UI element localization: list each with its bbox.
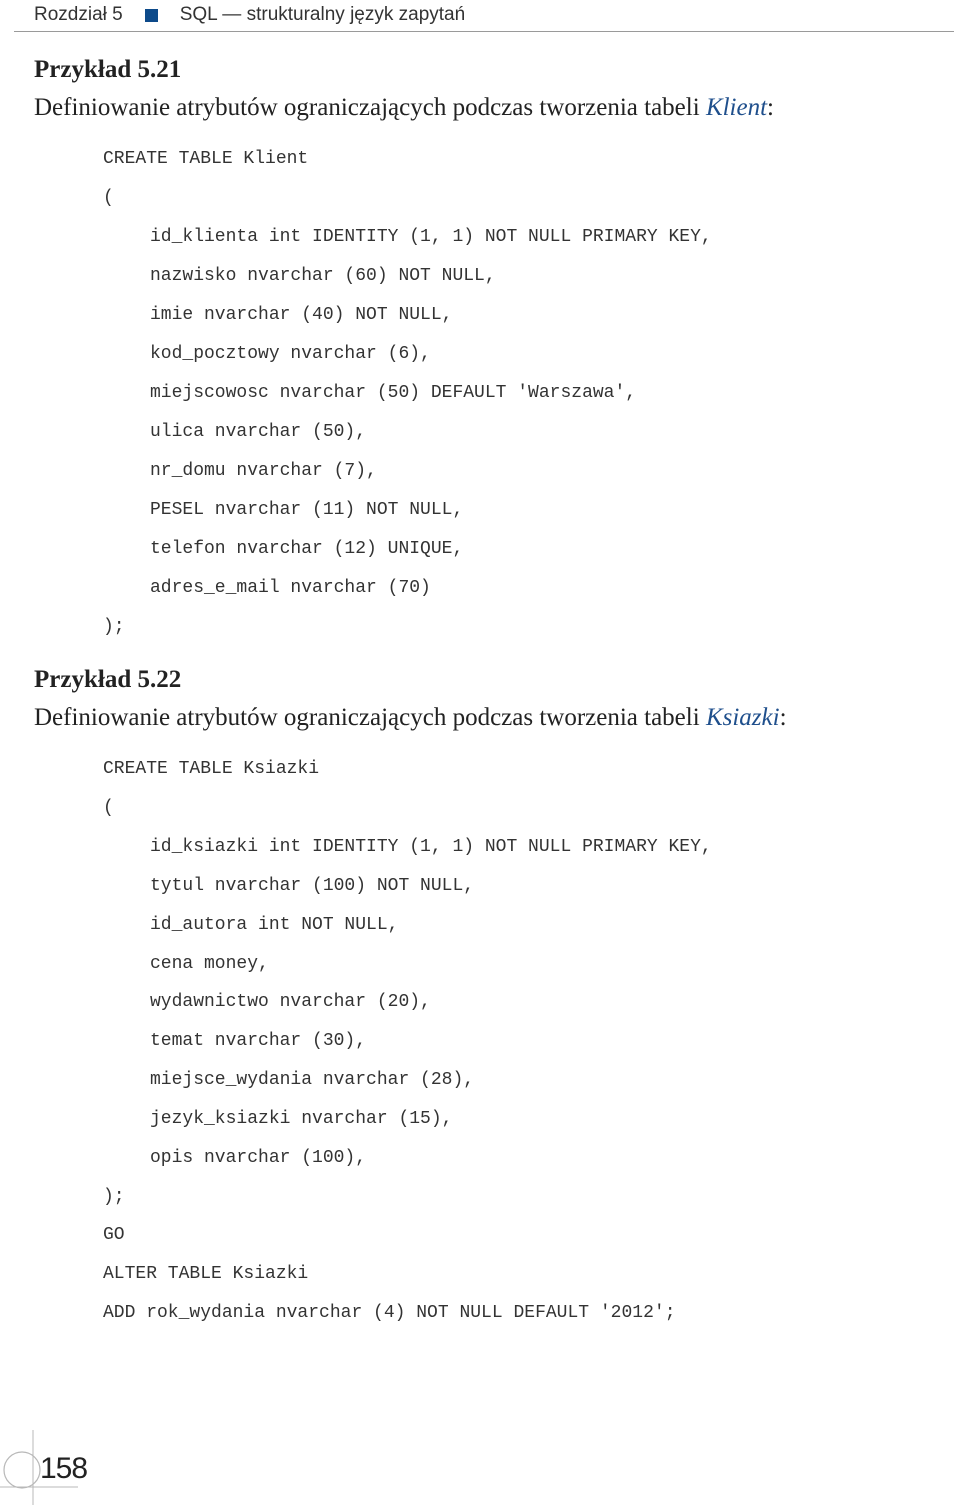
- code-line: telefon nvarchar (12) UNIQUE,: [150, 539, 464, 559]
- table-name: Ksiazki: [705, 704, 780, 731]
- code-line: cena money,: [150, 954, 269, 974]
- chapter-title: SQL — strukturalny język zapytań: [179, 4, 466, 25]
- code-line: jezyk_ksiazki nvarchar (15),: [150, 1109, 453, 1129]
- description-text: Definiowanie atrybutów ograniczających podczas tworzenia tabeli: [34, 94, 706, 121]
- code-line: ulica nvarchar (50),: [150, 422, 367, 442]
- code-line: miejscowosc nvarchar (50) DEFAULT 'Warszawa',: [150, 383, 637, 403]
- code-line: CREATE TABLE Ksiazki: [103, 759, 320, 779]
- chapter-label: Rozdział 5: [34, 4, 123, 25]
- folio-circle-icon: [4, 1452, 40, 1488]
- code-line: nr_domu nvarchar (7),: [150, 461, 377, 481]
- code-line: imie nvarchar (40) NOT NULL,: [150, 305, 453, 325]
- example-description: [34, 704, 787, 732]
- code-line: id_autora int NOT NULL,: [150, 915, 399, 935]
- code-line: CREATE TABLE Klient: [103, 149, 309, 169]
- code-line: (: [103, 798, 114, 818]
- header-divider: [14, 31, 954, 32]
- code-line: wydawnictwo nvarchar (20),: [150, 992, 431, 1012]
- example-title: Przykład 5.21: [34, 56, 182, 83]
- code-line: kod_pocztowy nvarchar (6),: [150, 344, 431, 364]
- code-line: ALTER TABLE Ksiazki: [103, 1264, 309, 1284]
- description-text: Definiowanie atrybutów ograniczających podczas tworzenia tabeli: [34, 704, 706, 731]
- code-line: adres_e_mail nvarchar (70): [150, 578, 431, 598]
- running-header: [34, 2, 465, 28]
- example-description: [34, 94, 774, 122]
- example-title: Przykład 5.22: [34, 666, 182, 693]
- code-line: ADD rok_wydania nvarchar (4) NOT NULL DEFAULT '2012';: [103, 1303, 676, 1323]
- code-line: miejsce_wydania nvarchar (28),: [150, 1070, 475, 1090]
- description-suffix: :: [767, 94, 774, 121]
- code-line: id_klienta int IDENTITY (1, 1) NOT NULL PRIMARY KEY,: [150, 227, 712, 247]
- code-line: GO: [103, 1225, 125, 1245]
- code-line: (: [103, 188, 114, 208]
- code-line: );: [103, 617, 125, 637]
- code-line: PESEL nvarchar (11) NOT NULL,: [150, 500, 464, 520]
- square-bullet-icon: [145, 9, 158, 22]
- code-line: opis nvarchar (100),: [150, 1148, 367, 1168]
- code-line: tytul nvarchar (100) NOT NULL,: [150, 876, 475, 896]
- code-line: id_ksiazki int IDENTITY (1, 1) NOT NULL PRIMARY KEY,: [150, 837, 712, 857]
- table-name: Klient: [705, 94, 768, 121]
- code-line: nazwisko nvarchar (60) NOT NULL,: [150, 266, 496, 286]
- code-line: temat nvarchar (30),: [150, 1031, 367, 1051]
- page-number: 158: [40, 1452, 88, 1485]
- description-suffix: :: [779, 704, 787, 731]
- code-line: );: [103, 1187, 125, 1207]
